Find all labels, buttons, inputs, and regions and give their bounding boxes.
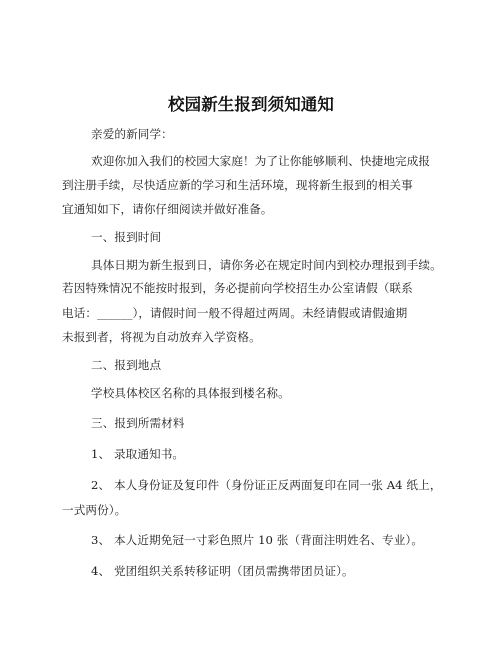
section-line: 学校具体校区名称的具体报到楼名称。 (91, 386, 290, 400)
list-item: 2、 本人身份证及复印件（身份证正反两面复印在同一张 A4 纸上， (91, 478, 442, 492)
list-item: 3、 本人近期免冠一寸彩色照片 10 张（背面注明姓名、专业）。 (91, 533, 424, 547)
section-heading-materials: 三、报到所需材料 (91, 416, 185, 430)
section-line: 未报到者，将视为自动放弃入学资格。 (62, 330, 261, 344)
list-item: 1、 录取通知书。 (91, 447, 185, 461)
intro-line: 欢迎你加入我们的校园大家庭！为了让你能够顺利、快捷地完成报 (91, 154, 431, 168)
list-item-continued: 一式两份）。 (62, 503, 127, 517)
document-title: 校园新生报到须知通知 (168, 95, 334, 114)
greeting: 亲爱的新同学： (91, 127, 173, 141)
section-heading-location: 二、报到地点 (91, 358, 162, 372)
list-item: 4、 党团组织关系转移证明（团员需携带团员证）。 (91, 564, 354, 578)
intro-line: 到注册手续，尽快适应新的学习和生活环境，现将新生报到的相关事 (62, 178, 413, 192)
section-line: 具体日期为新生报到日，请你务必在规定时间内到校办理报到手续。 (91, 258, 442, 272)
intro-line: 宜通知如下，请你仔细阅读并做好准备。 (62, 202, 273, 216)
section-line: 若因特殊情况不能按时报到，务必提前向学校招生办公室请假（联系 (62, 281, 413, 295)
section-line: 电话：______），请假时间一般不得超过两周。未经请假或请假逾期 (62, 306, 408, 320)
section-heading-time: 一、报到时间 (91, 230, 162, 244)
